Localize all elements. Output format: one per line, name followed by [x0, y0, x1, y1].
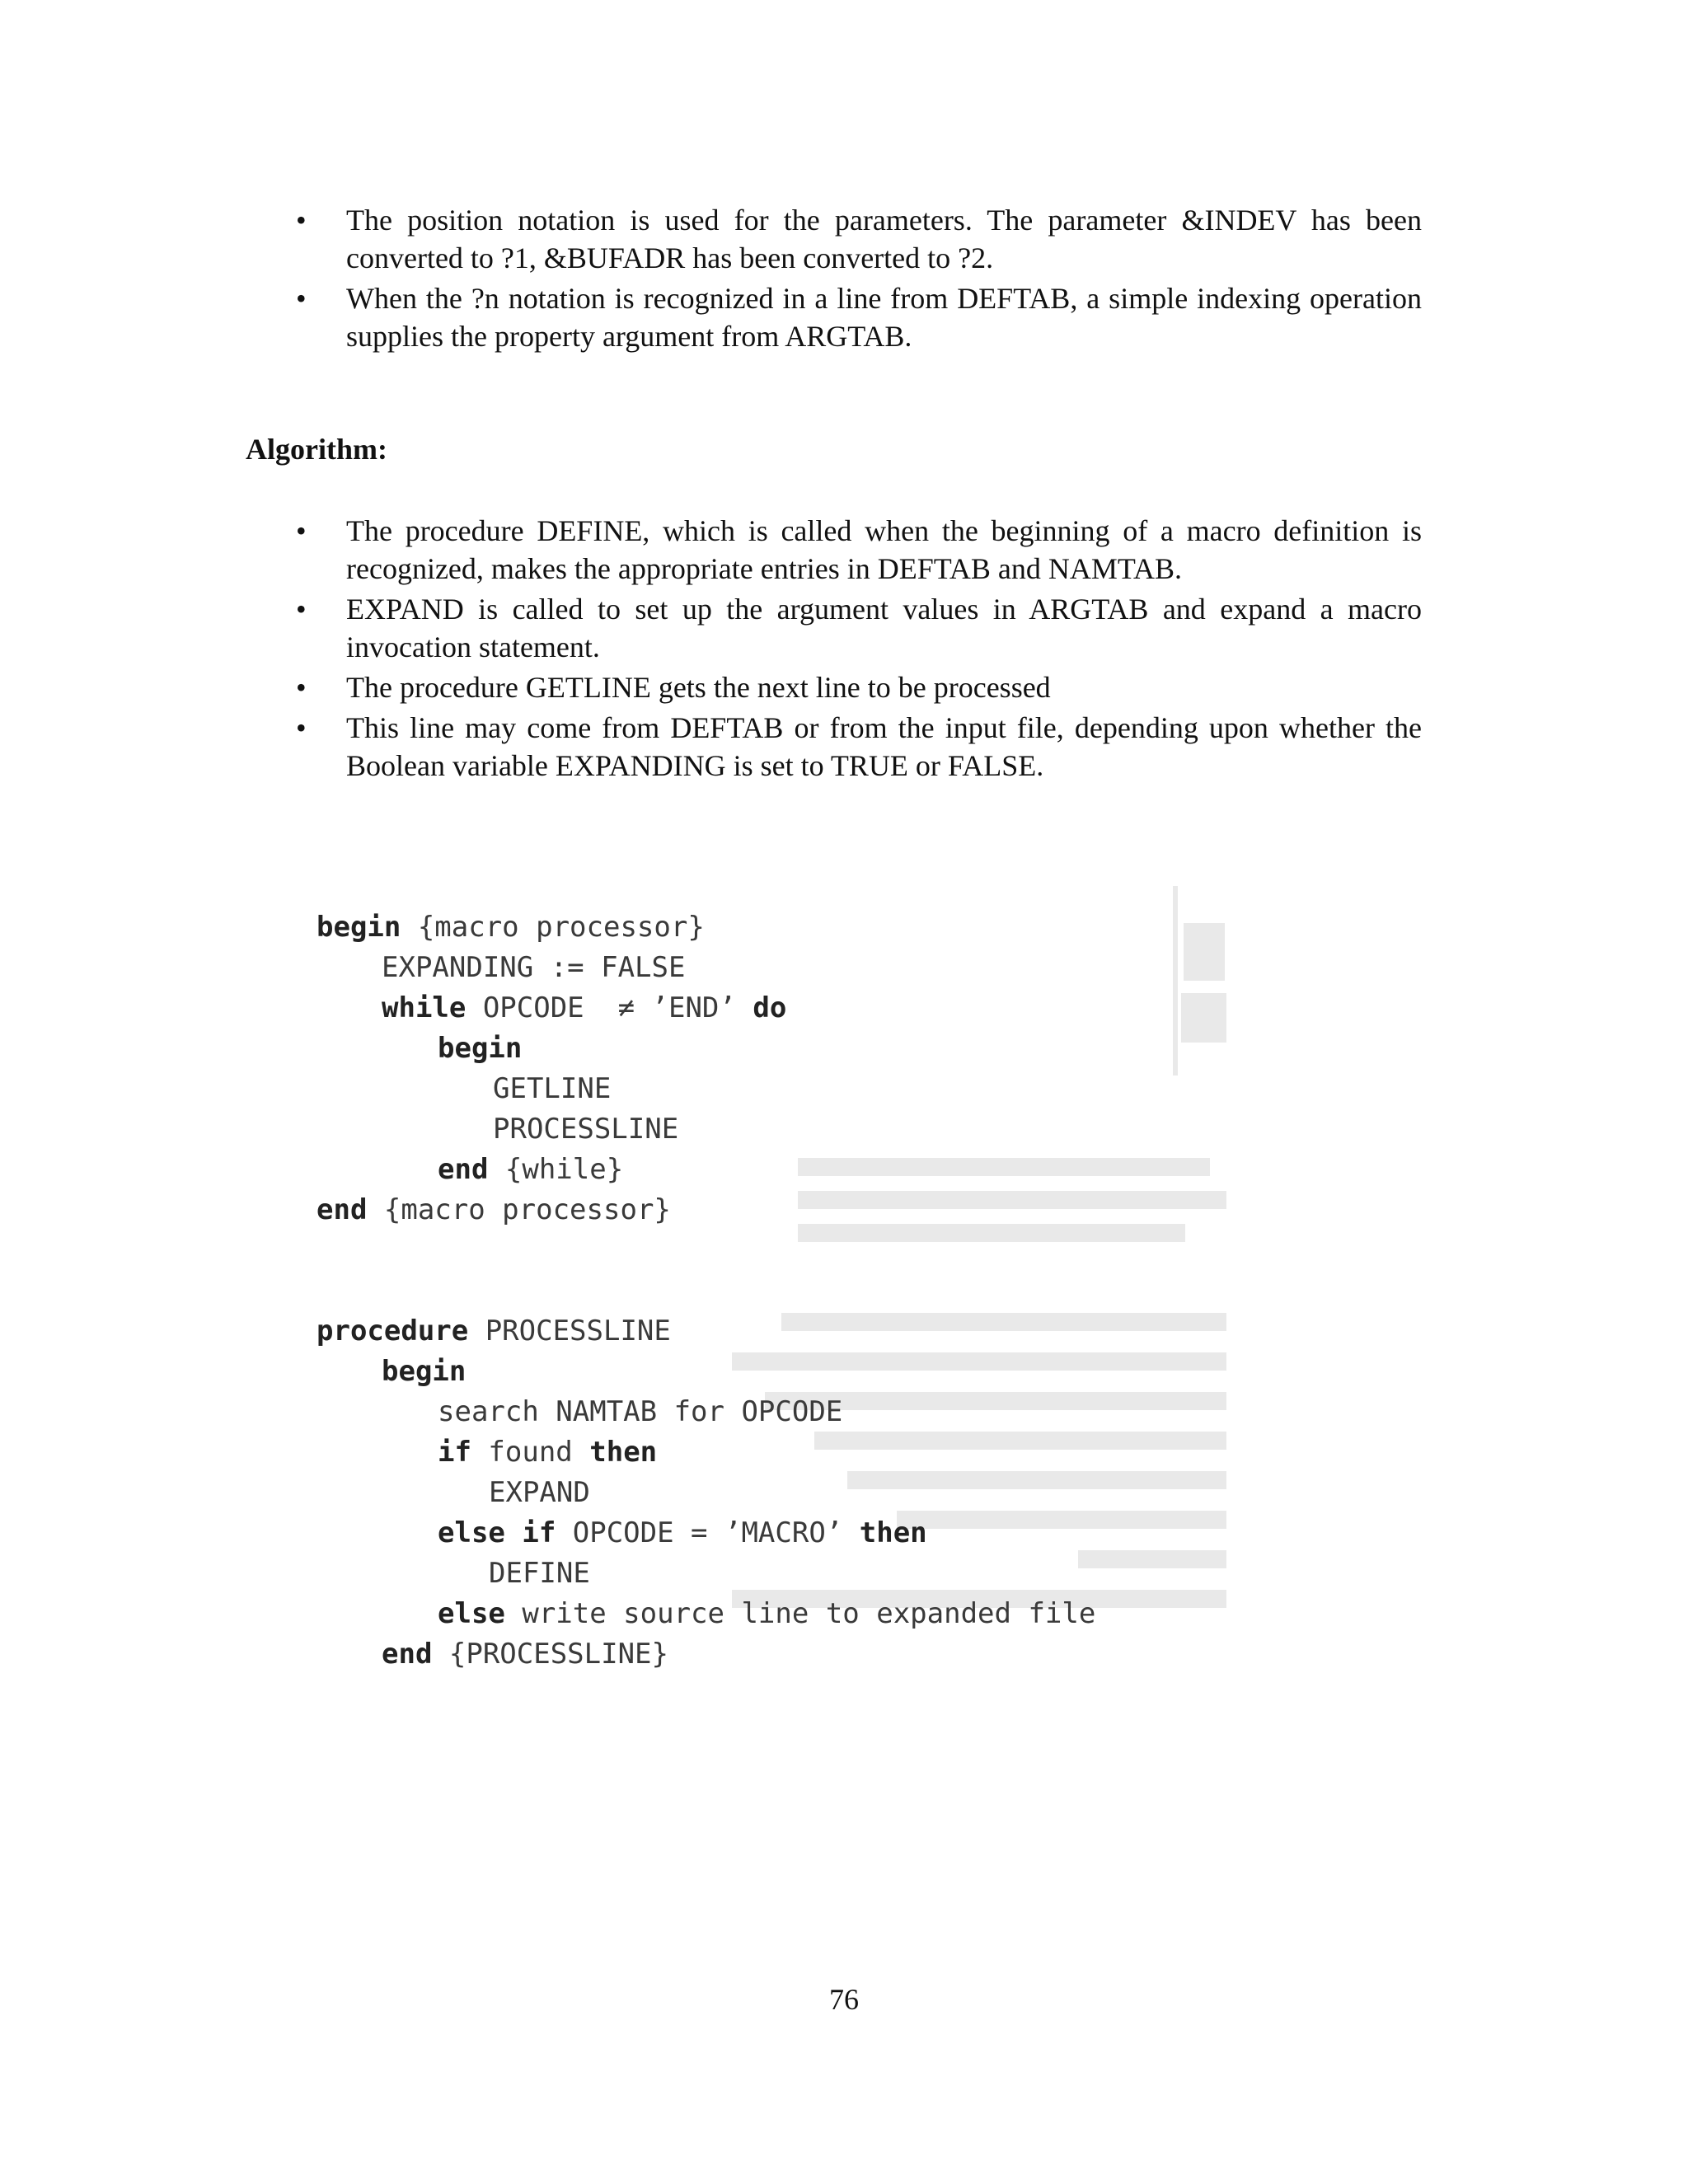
code-line: search NAMTAB for OPCODE	[438, 1395, 843, 1428]
bullet-text: EXPAND is called to set up the argument values in ARGTAB and expand a macro invocation statement.	[346, 593, 1422, 663]
code-text: write source line to expanded file	[504, 1597, 1096, 1630]
code-keyword: if	[438, 1436, 471, 1469]
bullet-item	[291, 590, 1422, 666]
code-keyword: end	[316, 1193, 368, 1226]
code-keyword: else if	[438, 1516, 556, 1549]
code-line: PROCESSLINE	[493, 1113, 679, 1146]
code-line: EXPAND	[489, 1476, 590, 1509]
bullet-dot: •	[296, 204, 307, 237]
code-line	[316, 1193, 671, 1226]
code-line: DEFINE	[489, 1557, 590, 1590]
bullet-item	[291, 512, 1422, 588]
bullet-text: The procedure DEFINE, which is called when the beginning of a macro definition is recognized, makes the appropriate entries in DEFTAB and NAMTAB.	[346, 514, 1422, 585]
code-line	[438, 1516, 927, 1549]
code-line	[316, 1315, 671, 1347]
bullet-dot: •	[296, 711, 307, 744]
scanned-code-figure	[270, 886, 1235, 1710]
page-number: 76	[829, 1983, 859, 2016]
bullet-item	[291, 668, 1422, 706]
bullet-dot: •	[296, 282, 307, 315]
code-line	[438, 1597, 1095, 1630]
code-keyword: end	[382, 1638, 433, 1671]
code-text: {PROCESSLINE}	[432, 1638, 668, 1671]
code-keyword: end	[438, 1153, 489, 1186]
code-keyword: while	[382, 991, 467, 1024]
code-line: GETLINE	[493, 1072, 612, 1105]
code-text: {macro processor}	[401, 911, 705, 944]
code-keyword: begin	[382, 1355, 467, 1388]
code-line: EXPANDING := FALSE	[382, 951, 686, 984]
code-line	[438, 1032, 522, 1065]
bullet-text: The procedure GETLINE gets the next line to be processed	[346, 671, 1051, 704]
code-keyword: begin	[438, 1032, 523, 1065]
code-line	[438, 1436, 657, 1469]
bullet-dot: •	[296, 514, 307, 547]
intro-bullet-list	[291, 201, 1422, 358]
bullet-text: This line may come from DEFTAB or from the input file, depending upon whether the Boolean variable EXPANDING is set to TRUE or FALSE.	[346, 711, 1422, 782]
code-text: {while}	[488, 1153, 624, 1186]
code-keyword: do	[753, 991, 787, 1024]
algorithm-bullet-list	[291, 512, 1422, 787]
code-keyword: else	[438, 1597, 505, 1630]
bullet-item	[291, 709, 1422, 785]
code-line	[382, 1355, 466, 1388]
code-text: OPCODE = ’MACRO’	[556, 1516, 860, 1549]
code-text: OPCODE ≠ ’END’	[466, 991, 753, 1024]
code-text: found	[471, 1436, 590, 1469]
bullet-item	[291, 279, 1422, 355]
bullet-dot: •	[296, 671, 307, 704]
bullet-text: The position notation is used for the parameters. The parameter &INDEV has been converted to ?1, &BUFADR has been converted to ?2.	[346, 204, 1422, 274]
algorithm-heading: Algorithm:	[246, 433, 387, 466]
code-keyword: then	[589, 1436, 658, 1469]
code-line	[382, 991, 786, 1024]
code-line	[316, 911, 705, 944]
code-line	[382, 1638, 668, 1671]
bullet-text: When the ?n notation is recognized in a line from DEFTAB, a simple indexing operation supplies the property argument from ARGTAB.	[346, 282, 1422, 353]
code-keyword: then	[859, 1516, 927, 1549]
bullet-dot: •	[296, 593, 307, 626]
code-text: PROCESSLINE	[468, 1315, 671, 1347]
code-text: {macro processor}	[367, 1193, 671, 1226]
code-keyword: procedure	[316, 1315, 469, 1347]
code-line	[438, 1153, 623, 1186]
code-keyword: begin	[316, 911, 401, 944]
bullet-item	[291, 201, 1422, 277]
